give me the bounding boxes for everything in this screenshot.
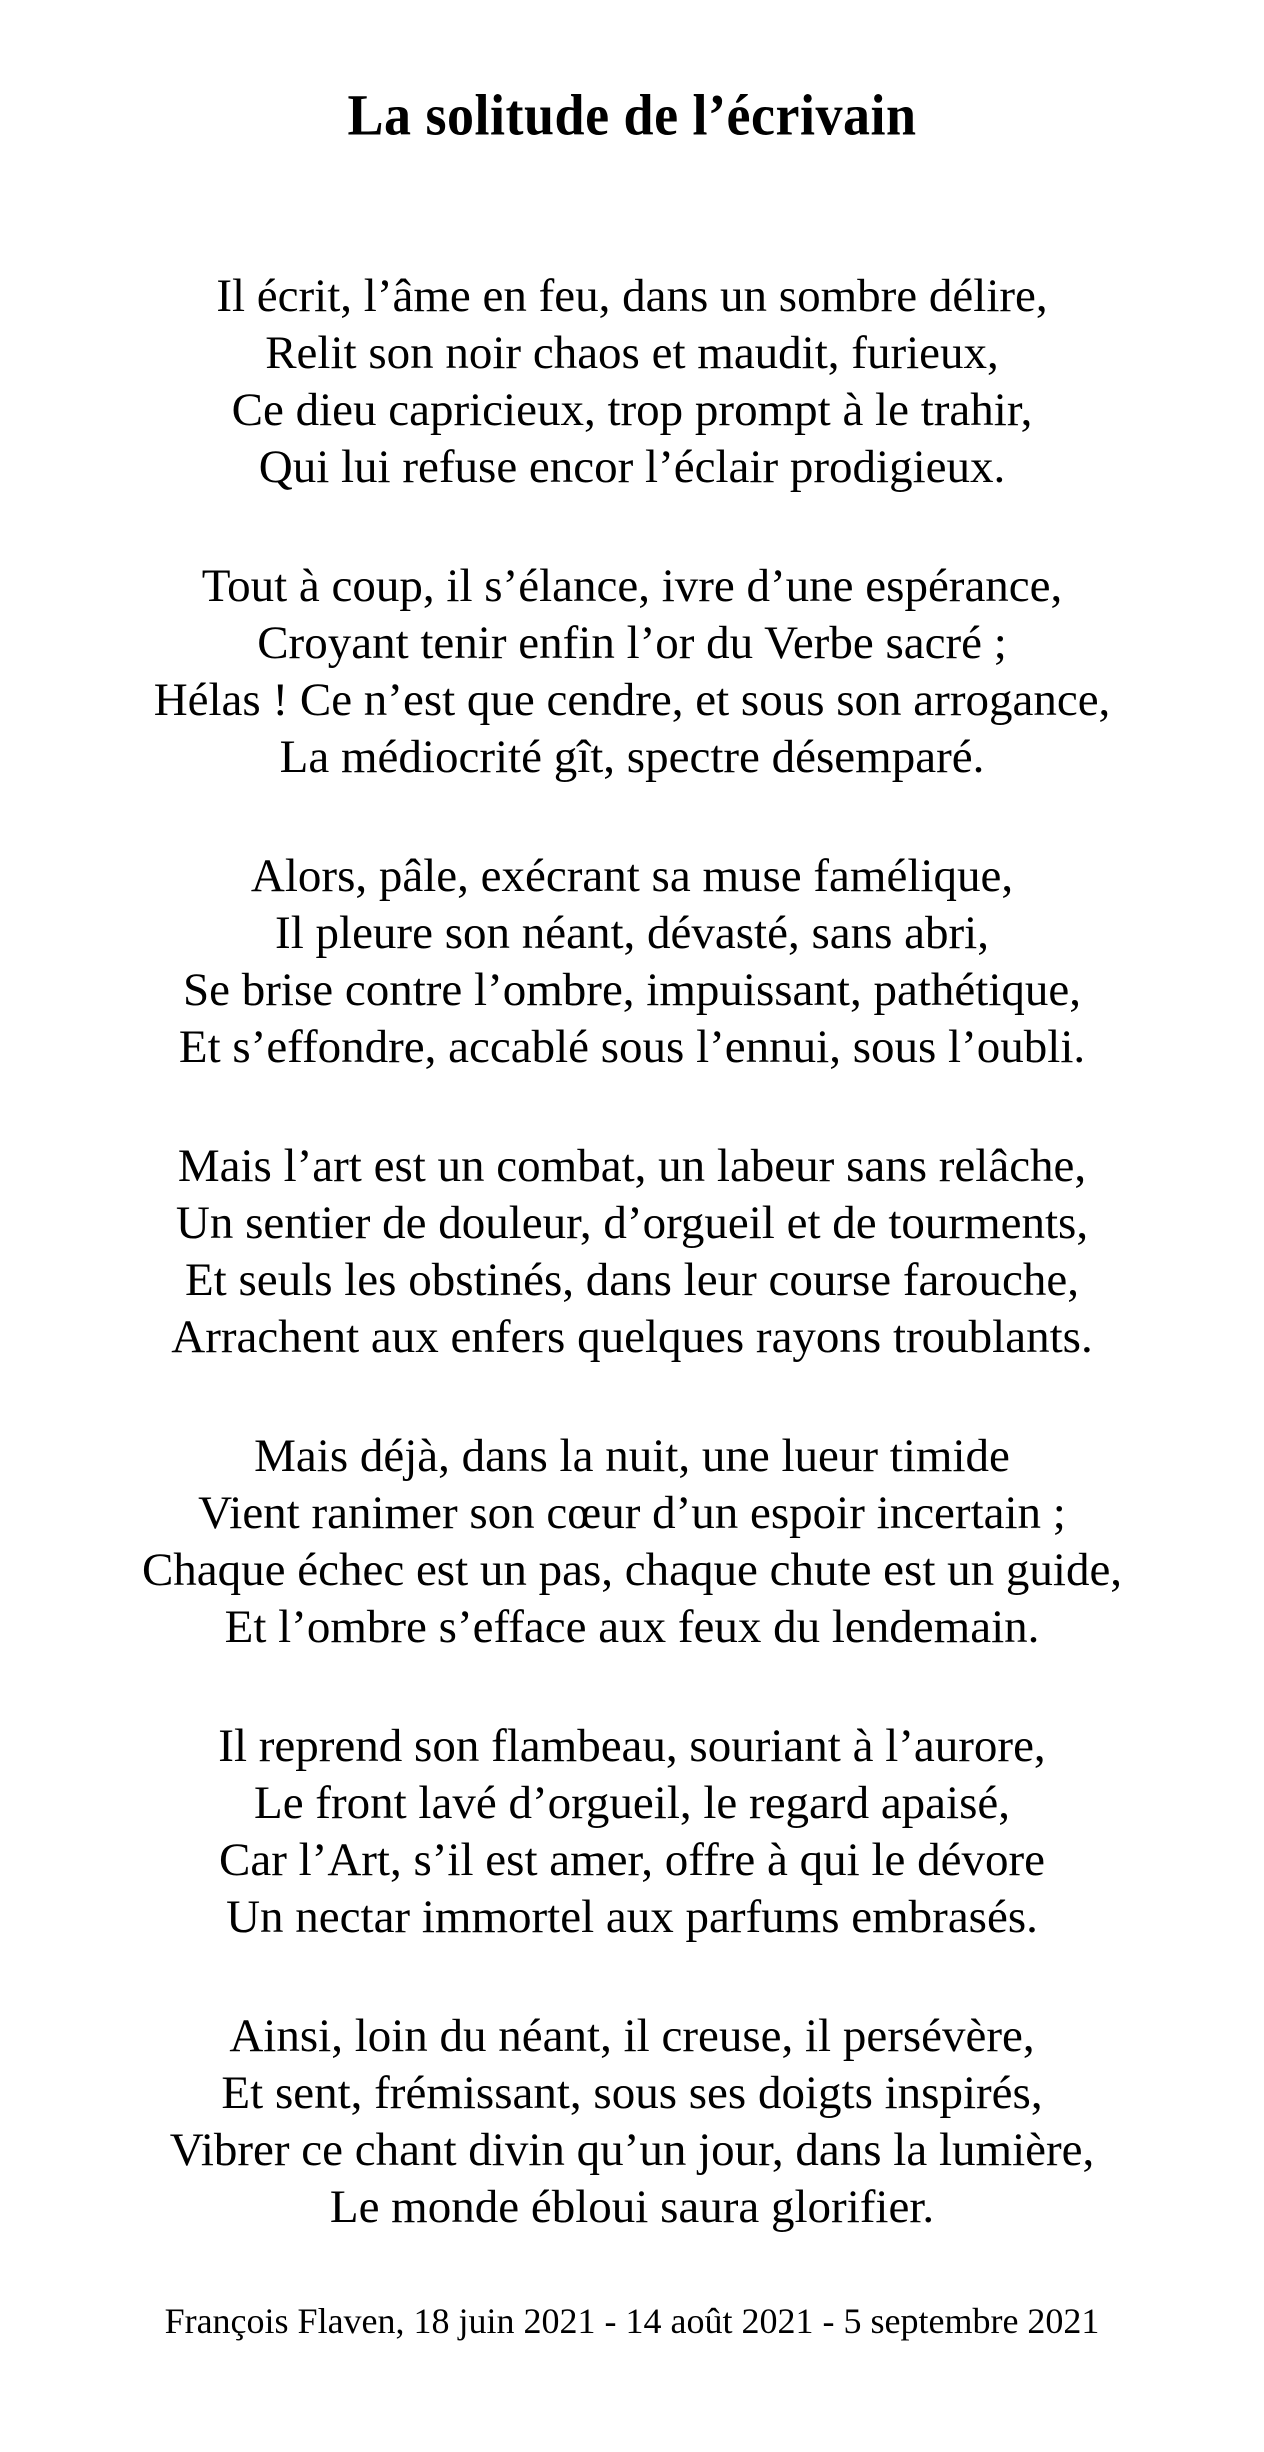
stanza [0,1138,1264,1366]
verse-line: Mais déjà, dans la nuit, une lueur timide [254,1430,1010,1482]
verse-line: Se brise contre l’ombre, impuissant, pathétique, [182,964,1081,1016]
verse-line: Un nectar immortel aux parfums embrasés. [226,1891,1038,1943]
verse-line: Ainsi, loin du néant, il creuse, il persévère, [229,2010,1035,2062]
verse-line: Et s’effondre, accablé sous l’ennui, sous l’oubli. [178,1021,1086,1073]
verse-line: Le front lavé d’orgueil, le regard apaisé, [253,1777,1011,1829]
poem-title: La solitude de l’écrivain [347,82,917,148]
verse-line: Il reprend son flambeau, souriant à l’aurore, [218,1720,1046,1772]
verse-line: Un sentier de douleur, d’orgueil et de tourments, [175,1197,1089,1249]
poem-body [0,268,1264,2298]
verse-line: Relit son noir chaos et maudit, furieux, [265,327,999,379]
verse-line: Arrachent aux enfers quelques rayons troublants. [171,1311,1093,1363]
verse-line: La médiocrité gît, spectre désemparé. [279,731,985,783]
stanza [0,848,1264,1076]
verse-line: Croyant tenir enfin l’or du Verbe sacré ; [257,617,1007,669]
verse-line: Qui lui refuse encor l’éclair prodigieux. [258,441,1006,493]
verse-line: Et seuls les obstinés, dans leur course farouche, [184,1254,1080,1306]
verse-line: Tout à coup, il s’élance, ivre d’une espérance, [201,560,1063,612]
verse-line: Et l’ombre s’efface aux feux du lendemain. [224,1601,1040,1653]
stanza [0,558,1264,786]
stanza [0,2008,1264,2236]
stanza [0,1428,1264,1656]
verse-line: Vibrer ce chant divin qu’un jour, dans la lumière, [169,2124,1095,2176]
verse-line: Et sent, frémissant, sous ses doigts inspirés, [221,2067,1043,2119]
author-signature-dates: François Flaven, 18 juin 2021 - 14 août 2021 - 5 septembre 2021 [164,2301,1100,2341]
verse-line: Vient ranimer son cœur d’un espoir incertain ; [198,1487,1066,1539]
verse-line: Car l’Art, s’il est amer, offre à qui le dévore [219,1834,1045,1886]
verse-line: Il pleure son néant, dévasté, sans abri, [275,907,989,959]
stanza [0,268,1264,496]
verse-line: Hélas ! Ce n’est que cendre, et sous son arrogance, [153,674,1111,726]
verse-line: Mais l’art est un combat, un labeur sans relâche, [177,1140,1087,1192]
verse-line: Il écrit, l’âme en feu, dans un sombre délire, [216,270,1048,322]
stanza [0,1718,1264,1946]
verse-line: Ce dieu capricieux, trop prompt à le trahir, [231,384,1033,436]
verse-line: Chaque échec est un pas, chaque chute est un guide, [141,1544,1123,1596]
verse-line: Alors, pâle, exécrant sa muse famélique, [250,850,1014,902]
verse-line: Le monde ébloui saura glorifier. [329,2181,935,2233]
